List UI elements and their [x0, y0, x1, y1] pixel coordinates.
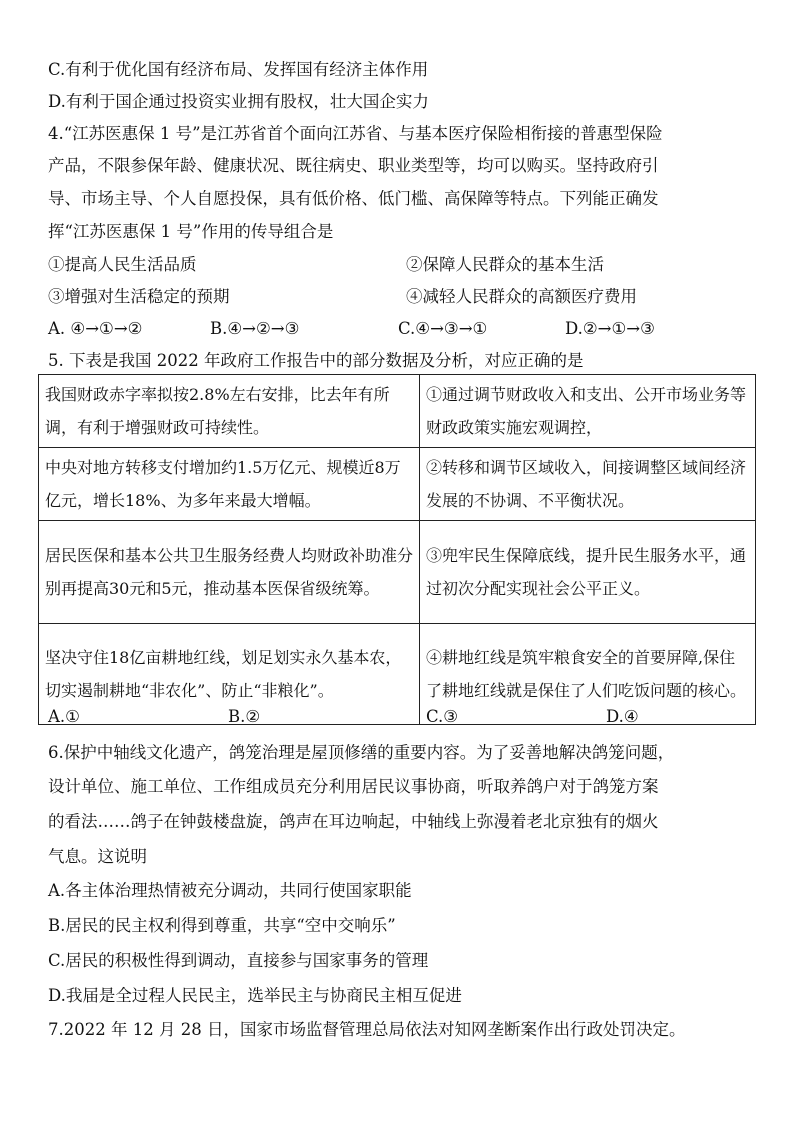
q4-option-b[interactable]: B.④→②→③ — [210, 319, 300, 338]
table-cell-analysis: ①通过调节财政收入和支出、公开市场业务等财政政策实施宏观调控， — [420, 375, 756, 448]
q6-stem-line-2: 设计单位、施工单位、工作组成员充分利用居民议事协商，听取养鸽户对于鸽笼方案 — [48, 777, 659, 796]
q4-stem-line-3: 导、市场主导、个人自愿投保，具有低价格、低门槛、高保障等特点。下列能正确发 — [48, 189, 659, 208]
table-cell-analysis: ④耕地红线是筑牢粮食安全的首要屏障,保住了耕地红线就是保住了人们吃饭问题的核心。 — [420, 624, 756, 725]
q5-option-d[interactable]: D.④ — [606, 707, 639, 726]
q6-option-d[interactable]: D.我届是全过程人民民主，选举民主与协商民主相互促进 — [48, 986, 462, 1005]
q5-stem: 5. 下表是我国 2022 年政府工作报告中的部分数据及分析，对应正确的是 — [48, 351, 584, 370]
q3-option-c: C.有利于优化国有经济布局、发挥国有经济主体作用 — [48, 60, 429, 79]
table-cell-analysis: ②转移和调节区域收入，间接调整区域间经济发展的不协调、不平衡状况。 — [420, 448, 756, 521]
q6-option-a[interactable]: A.各主体治理热情被充分调动，共同行使国家职能 — [48, 881, 412, 900]
q4-option-d[interactable]: D.②→①→③ — [565, 319, 655, 338]
table-cell-data: 坚决守住18亿亩耕地红线，划足划实永久基本农，切实遏制耕地“非农化”、防止“非粮化”。 — [39, 624, 420, 725]
q5-data-table — [38, 374, 756, 725]
table-row — [39, 448, 756, 521]
q4-item-1: ①提高人民生活品质 — [48, 255, 197, 274]
q4-option-a[interactable]: A. ④→①→② — [48, 319, 143, 338]
table-cell-analysis: ③兜牢民生保障底线，提升民生服务水平，通过初次分配实现社会公平正义。 — [420, 521, 756, 624]
q7-stem-line-1: 7.2022 年 12 月 28 日，国家市场监督管理总局依法对知网垄断案作出行政处罚决定。 — [48, 1020, 686, 1039]
q5-option-b[interactable]: B.② — [228, 707, 261, 726]
q5-option-a[interactable]: A.① — [48, 707, 80, 726]
q4-item-2: ②保障人民群众的基本生活 — [406, 255, 604, 274]
q4-item-4: ④减轻人民群众的高额医疗费用 — [406, 287, 637, 306]
q6-stem-line-1: 6.保护中轴线文化遗产，鸽笼治理是屋顶修缮的重要内容。为了妥善地解决鸽笼问题， — [48, 743, 675, 762]
q5-option-c[interactable]: C.③ — [426, 707, 459, 726]
q6-stem-line-3: 的看法……鸽子在钟鼓楼盘旋，鸽声在耳边响起，中轴线上弥漫着老北京独有的烟火 — [48, 812, 659, 831]
table-cell-data: 中央对地方转移支付增加约1.5万亿元、规模近8万亿元，增长18%、为多年来最大增幅。 — [39, 448, 420, 521]
q4-item-3: ③增强对生活稳定的预期 — [48, 287, 230, 306]
q4-option-c[interactable]: C.④→③→① — [398, 319, 488, 338]
table-row — [39, 375, 756, 448]
q4-stem-line-1: 4.“江苏医惠保 1 号”是江苏省首个面向江苏省、与基本医疗保险相衔接的普惠型保险 — [48, 124, 663, 143]
q3-option-d: D.有利于国企通过投资实业拥有股权，壮大国企实力 — [48, 92, 429, 111]
table-row — [39, 624, 756, 725]
table-cell-data: 我国财政赤字率拟按2.8%左右安排，比去年有所调，有利于增强财政可持续性。 — [39, 375, 420, 448]
q4-stem-line-2: 产品，不限参保年龄、健康状况、既往病史、职业类型等，均可以购买。坚持政府引 — [48, 156, 659, 175]
q6-option-b[interactable]: B.居民的民主权利得到尊重，共享“空中交响乐” — [48, 916, 396, 935]
q6-stem-line-4: 气息。这说明 — [48, 847, 147, 866]
q4-stem-line-4: 挥“江苏医惠保 1 号”作用的传导组合是 — [48, 222, 334, 241]
table-cell-data: 居民医保和基本公共卫生服务经费人均财政补助准分别再提高30元和5元，推动基本医保省级统筹。 — [39, 521, 420, 624]
q6-option-c[interactable]: C.居民的积极性得到调动，直接参与国家事务的管理 — [48, 951, 429, 970]
table-row — [39, 521, 756, 624]
